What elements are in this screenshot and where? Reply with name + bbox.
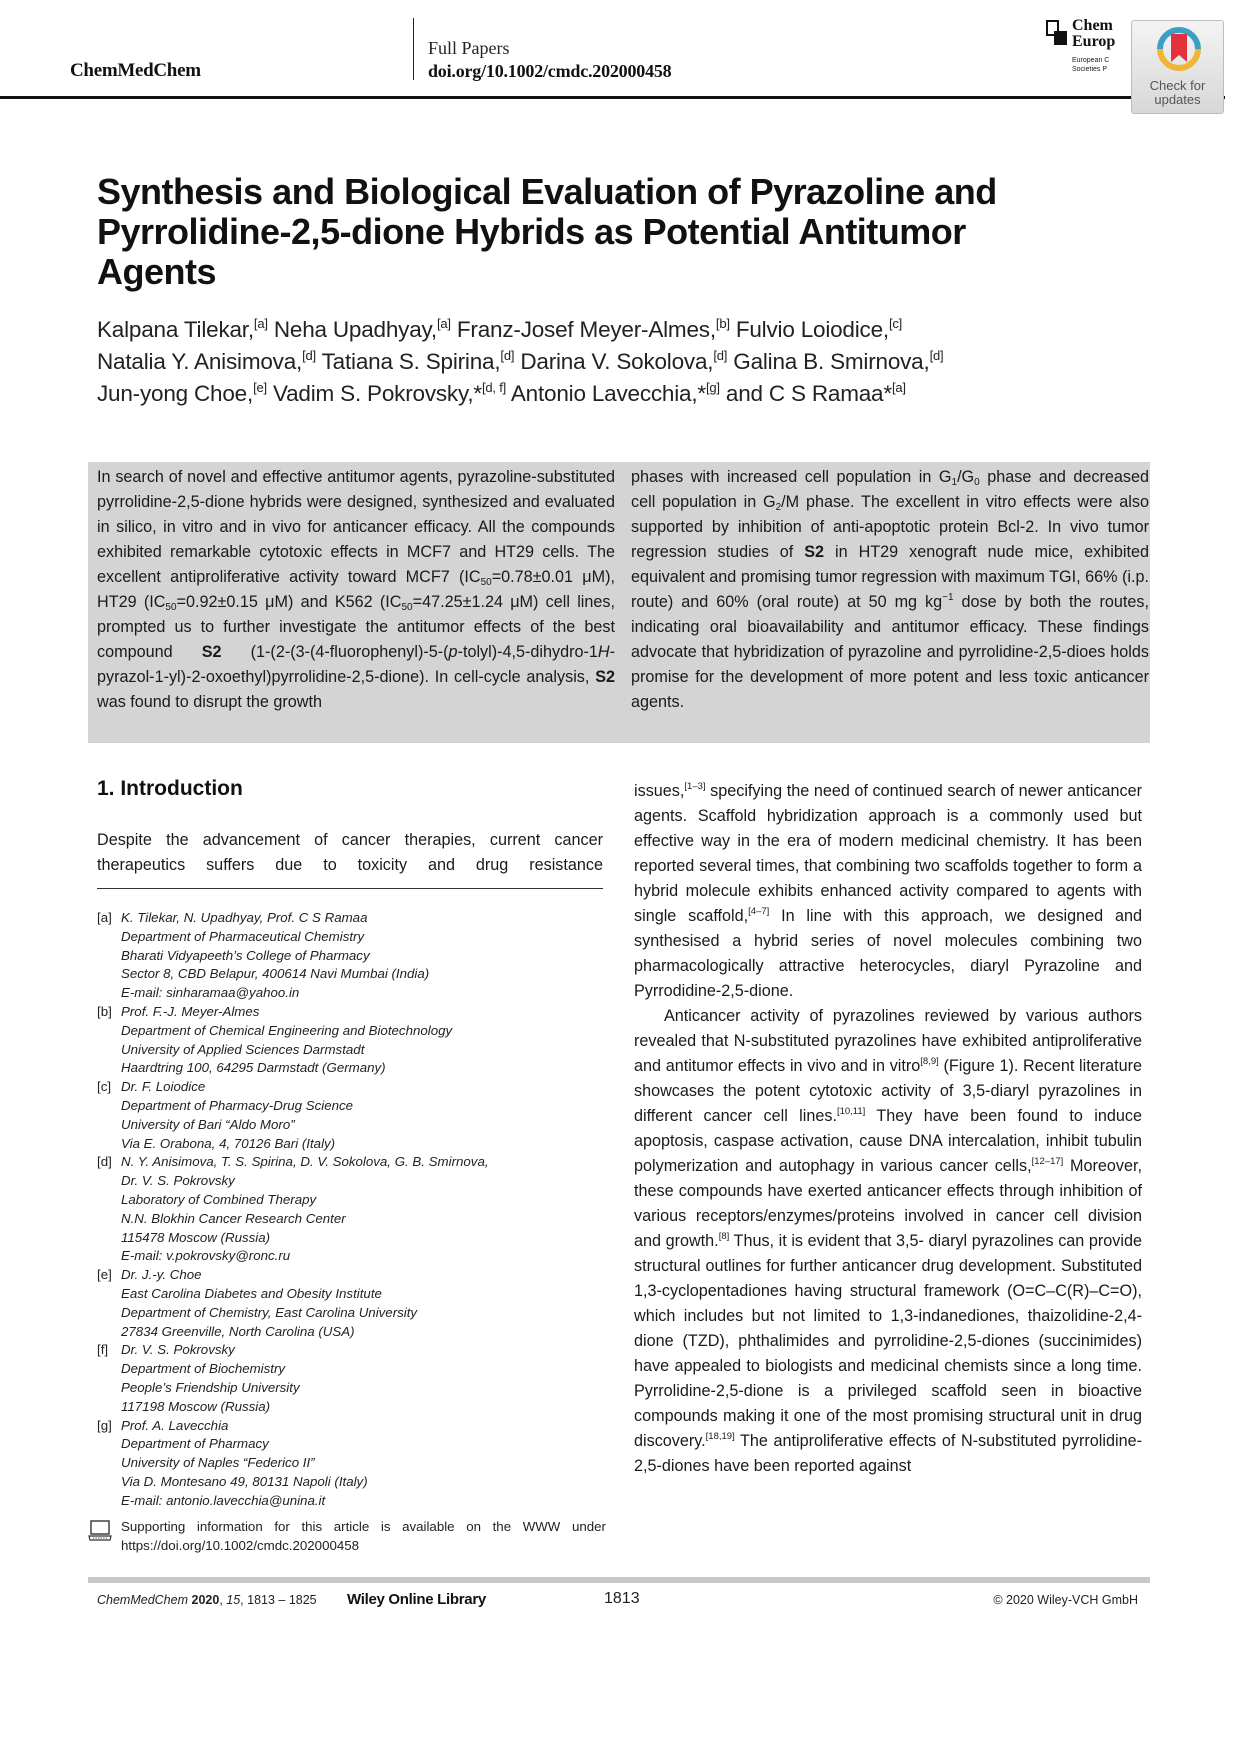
citation-ref[interactable]: [1–3] bbox=[684, 781, 706, 792]
body-text: Moreover, these compounds have exerted anticancer effects through inhibition of various receptors/enzymes/proteins involved in cancer cell division and growth. bbox=[634, 1157, 1142, 1250]
citation-ref[interactable]: [18,19] bbox=[705, 1431, 735, 1442]
abstract-text: /M phase. The excellent in vitro effects were also supported by inhibition of anti-apoptotic protein Bcl-2. In vivo tumor regression studies of bbox=[631, 493, 1149, 561]
affiliation-line: Laboratory of Combined Therapy bbox=[121, 1191, 317, 1207]
superscript: −1 bbox=[942, 592, 954, 603]
header-divider bbox=[413, 18, 414, 80]
affiliation-line: K. Tilekar, N. Upadhyay, Prof. C S Ramaa bbox=[121, 910, 368, 925]
journal-name: ChemMedChem bbox=[70, 60, 201, 81]
subscript: 50 bbox=[401, 602, 413, 613]
check-for-updates-label bbox=[1132, 79, 1223, 107]
affiliation-tag: [f] bbox=[97, 1342, 109, 1358]
affiliation-entry bbox=[97, 1003, 607, 1078]
affiliation-entry bbox=[97, 1153, 607, 1266]
computer-icon bbox=[88, 1520, 112, 1542]
affiliation-entry bbox=[97, 1417, 607, 1511]
affiliation-line: Dr. V. S. Pokrovsky bbox=[121, 1342, 235, 1358]
header-rule bbox=[0, 96, 1225, 99]
subscript: 1 bbox=[951, 477, 958, 488]
footer-volume: 15 bbox=[226, 1593, 241, 1607]
abstract-text: -tolyl)-4,5-dihydro-1 bbox=[457, 643, 598, 661]
abstract-text: /G bbox=[957, 468, 975, 486]
section-label: Full Papers bbox=[428, 38, 510, 58]
affiliation-tag: [g] bbox=[97, 1417, 112, 1433]
affiliation-entry bbox=[97, 1078, 607, 1153]
footer-year: 2020 bbox=[191, 1593, 220, 1607]
affiliation-marker: [a] bbox=[253, 316, 268, 331]
author-name: Franz-Josef Meyer-Almes, bbox=[456, 317, 716, 342]
page-number: 1813 bbox=[604, 1590, 640, 1607]
affiliation-line: Prof. F.-J. Meyer-Almes bbox=[121, 1003, 260, 1019]
compound-label: S2 bbox=[595, 668, 615, 686]
author-name: Galina B. Smirnova, bbox=[733, 349, 930, 374]
citation-ref[interactable]: [12–17] bbox=[1031, 1156, 1064, 1167]
affiliation-marker: [a] bbox=[891, 380, 906, 395]
citation-ref[interactable]: [4–7] bbox=[748, 906, 770, 917]
affiliation-line: Prof. A. Lavecchia bbox=[121, 1417, 229, 1433]
section-heading-introduction: 1. Introduction bbox=[97, 777, 243, 800]
publisher-sub-line1: European C bbox=[1072, 57, 1110, 64]
abstract-box bbox=[88, 462, 1150, 743]
affiliation-line: Department of Chemistry, East Carolina University bbox=[121, 1304, 418, 1320]
cfu-line1: Check for bbox=[1149, 78, 1206, 93]
article-title: Synthesis and Biological Evaluation of Pyrazoline and Pyrrolidine-2,5-dione Hybrids as Potential Antitumor Agents bbox=[97, 171, 997, 292]
affiliation-line: Dr. V. S. Pokrovsky bbox=[121, 1173, 235, 1189]
affiliation-line: University of Applied Sciences Darmstadt bbox=[121, 1041, 365, 1057]
affiliation-tag: [e] bbox=[97, 1267, 112, 1283]
publisher-subtitle bbox=[1072, 56, 1109, 74]
author-name: Vadim S. Pokrovsky,* bbox=[272, 381, 482, 406]
author-name: Kalpana Tilekar, bbox=[97, 317, 254, 342]
affiliation-line: East Carolina Diabetes and Obesity Institute bbox=[121, 1285, 382, 1301]
doi-link[interactable]: doi.org/10.1002/cmdc.202000458 bbox=[428, 61, 672, 81]
cfu-line2: updates bbox=[1154, 92, 1201, 107]
affiliation-marker: [e] bbox=[253, 380, 267, 395]
body-text: They have been found to induce apoptosis, caspase activation, cause DNA intercalation, inhibit tubulin polymerization and autophagy in various cancer cells, bbox=[634, 1107, 1142, 1175]
italic-text: H bbox=[597, 643, 610, 661]
subscript: 50 bbox=[165, 602, 177, 613]
chemistry-europe-mark-icon bbox=[1046, 20, 1068, 46]
author-name: Natalia Y. Anisimova, bbox=[97, 349, 303, 374]
affiliation-line: Bharati Vidyapeeth’s College of Pharmacy bbox=[121, 947, 370, 963]
affiliation-line: Dr. F. Loiodice bbox=[121, 1079, 206, 1095]
author-name: and C S Ramaa* bbox=[725, 381, 892, 406]
body-text: specifying the need of continued search of newer anticancer agents. Scaffold hybridization approach is a commonly used but effective way in the era of modern medicinal chemistry. It has been reported several times, that combining two scaffolds together to form a hybrid molecule exhibits enhanced activity compared to agents with single scaffold, bbox=[634, 782, 1142, 925]
affiliation-divider bbox=[97, 888, 603, 889]
footer-journal: ChemMedChem bbox=[97, 1593, 189, 1607]
abstract-text: =47.25±1.24 μM) cell lines, prompted us to further investigate the antitumor effects of the best compound bbox=[97, 593, 616, 661]
body-text: Thus, it is evident that 3,5- diaryl pyrazolines can provide structural outlines for further anticancer drug development. Substituted 1,3-cyclopentadiones having structural framework (O=C–C(R)–C=O), which includes but not limited to 1,3-indanediones, thaizolidine-2,4-dione (TZD), phthalimides and pyrrolidine-2,5-diones (succinimides) have appealed to biologists and medicinal chemists since a long time. Pyrrolidine-2,5-dione is a privileged scaffold seen in bioactive compounds making it one of the most promising structural unit in drug discovery. bbox=[634, 1232, 1142, 1450]
affiliation-entry bbox=[97, 909, 607, 1003]
author-name: Tatiana S. Spirina, bbox=[321, 349, 501, 374]
affiliation-line: Sector 8, CBD Belapur, 400614 Navi Mumbai (India) bbox=[121, 966, 430, 982]
affiliation-marker: [b] bbox=[715, 316, 730, 331]
chemistry-europe-logo bbox=[1046, 18, 1126, 78]
affiliation-line: Department of Pharmacy bbox=[121, 1436, 269, 1452]
affiliation-email[interactable]: E-mail: sinharamaa@yahoo.in bbox=[121, 985, 300, 1001]
affiliation-tag: [d] bbox=[97, 1154, 112, 1170]
affiliation-line: Department of Chemical Engineering and Biotechnology bbox=[121, 1022, 453, 1038]
abstract-text: In search of novel and effective antitumor agents, pyrazoline-substituted pyrrolidine-2,5-dione hybrids were designed, synthesized and evaluated in silico, in vitro and in vivo for anticancer efficacy. All the compounds exhibited remarkable cytotoxic effects in MCF7 and HT29 cells. The excellent antiproliferative activity toward MCF7 (IC bbox=[97, 468, 615, 586]
author-name: Darina V. Sokolova, bbox=[520, 349, 714, 374]
affiliation-line: Dr. J.-y. Choe bbox=[121, 1267, 202, 1283]
affiliation-line: N.N. Blokhin Cancer Research Center bbox=[121, 1210, 346, 1226]
supporting-info-text[interactable]: Supporting information for this article is available on the WWW under https://doi.org/10.1002/cmdc.202000458 bbox=[121, 1519, 606, 1553]
paragraph bbox=[634, 1004, 1142, 1479]
author-name: Antonio Lavecchia,* bbox=[510, 381, 706, 406]
compound-label: S2 bbox=[201, 643, 222, 661]
abstract-text: phases with increased cell population in G bbox=[631, 468, 952, 486]
affiliation-marker: [c] bbox=[888, 316, 903, 331]
affiliation-tag: [c] bbox=[97, 1079, 112, 1095]
author-name: Fulvio Loiodice, bbox=[735, 317, 889, 342]
affiliation-line: Department of Biochemistry bbox=[121, 1361, 286, 1377]
affiliation-marker: [d] bbox=[302, 348, 316, 363]
affiliation-tag: [a] bbox=[97, 910, 112, 925]
body-text: Anticancer activity of pyrazolines reviewed by various authors revealed that N-substituted pyrazolines have exhibited antiproliferative and antitumor effects in vivo and in vitro bbox=[634, 1007, 1142, 1075]
subscript: 50 bbox=[480, 577, 492, 588]
affiliation-line: Department of Pharmacy-Drug Science bbox=[121, 1097, 354, 1113]
abstract-text: -pyrazol-1-yl)-2-oxoethyl)pyrrolidine-2,5-dione). In cell-cycle analysis, bbox=[97, 643, 615, 686]
footer-pages: , 1813 – 1825 bbox=[240, 1593, 317, 1607]
abstract-text: (1-(2-(3-(4-fluorophenyl)-5-( bbox=[221, 643, 449, 661]
author-list bbox=[97, 314, 1097, 410]
copyright: © 2020 Wiley-VCH GmbH bbox=[993, 1593, 1138, 1607]
affiliation-email[interactable]: E-mail: antonio.lavecchia@unina.it bbox=[121, 1492, 326, 1508]
affiliations-list bbox=[97, 909, 607, 1511]
affiliation-line: Via D. Montesano 49, 80131 Napoli (Italy) bbox=[121, 1473, 368, 1489]
affiliation-marker: [a] bbox=[436, 316, 451, 331]
affiliation-line: 115478 Moscow (Russia) bbox=[121, 1229, 271, 1245]
supporting-information bbox=[88, 1518, 606, 1555]
publisher-name-line1: Chem bbox=[1072, 18, 1113, 34]
body-text: The antiproliferative effects of N-substituted pyrrolidine-2,5-diones have been reported against bbox=[634, 1432, 1142, 1475]
affiliation-entry bbox=[97, 1341, 607, 1416]
citation-ref[interactable]: [10,11] bbox=[836, 1106, 866, 1117]
abstract-text: =0.78±0.01 μM), HT29 (IC bbox=[97, 568, 615, 611]
abstract-text: =0.92±0.15 μM) and K562 (IC bbox=[176, 593, 402, 611]
introduction-left-text: Despite the advancement of cancer therapies, current cancer therapeutics suffers due to toxicity and drug resistance bbox=[97, 831, 603, 874]
body-text: issues, bbox=[634, 782, 685, 800]
abstract-text: was found to disrupt the growth bbox=[97, 693, 322, 711]
check-for-updates-button[interactable] bbox=[1131, 20, 1224, 114]
abstract-text: phase and decreased cell population in G bbox=[631, 468, 1149, 511]
affiliation-line: People’s Friendship University bbox=[121, 1379, 300, 1395]
paragraph bbox=[634, 779, 1142, 1004]
publisher-name bbox=[1072, 18, 1115, 50]
subscript: 2 bbox=[775, 502, 782, 513]
affiliation-line: Department of Pharmaceutical Chemistry bbox=[121, 928, 365, 944]
affiliation-line: University of Bari “Aldo Moro” bbox=[121, 1116, 295, 1132]
affiliation-line: N. Y. Anisimova, T. S. Spirina, D. V. Sokolova, G. B. Smirnova, bbox=[121, 1154, 489, 1170]
affiliation-marker: [d] bbox=[500, 348, 515, 363]
abstract-left-column bbox=[97, 465, 615, 715]
footer-bar bbox=[88, 1577, 1150, 1583]
subscript: 0 bbox=[974, 477, 980, 488]
affiliation-line: 27834 Greenville, North Carolina (USA) bbox=[121, 1323, 355, 1339]
wiley-online-library-link[interactable]: Wiley Online Library bbox=[347, 1591, 486, 1608]
affiliation-marker: [d, f] bbox=[481, 380, 507, 395]
publisher-name-line2: Europ bbox=[1072, 33, 1116, 50]
citation-ref[interactable]: [8,9] bbox=[920, 1056, 939, 1067]
affiliation-marker: [d] bbox=[929, 348, 944, 363]
body-text: (Figure 1). Recent literature showcases the potent cytotoxic activity of 3,5-diaryl pyrazolines in different cancer cell lines. bbox=[634, 1057, 1142, 1125]
affiliation-line: Haardtring 100, 64295 Darmstadt (Germany) bbox=[121, 1060, 386, 1076]
footer-citation: ChemMedChem 2020, 15, 1813 – 1825 bbox=[97, 1593, 317, 1607]
affiliation-email[interactable]: E-mail: v.pokrovsky@ronc.ru bbox=[121, 1248, 291, 1264]
abstract-right-column bbox=[631, 465, 1149, 715]
affiliation-marker: [g] bbox=[705, 380, 720, 395]
affiliation-entry bbox=[97, 1266, 607, 1341]
italic-text: p bbox=[448, 643, 458, 661]
affiliation-marker: [d] bbox=[713, 348, 728, 363]
affiliation-tag: [b] bbox=[97, 1003, 112, 1019]
crossmark-icon bbox=[1156, 26, 1202, 76]
affiliation-line: 117198 Moscow (Russia) bbox=[121, 1398, 271, 1414]
publisher-sub-line2: Societies P bbox=[1072, 66, 1108, 73]
affiliation-line: Via E. Orabona, 4, 70126 Bari (Italy) bbox=[121, 1135, 336, 1151]
affiliation-line: University of Naples “Federico II” bbox=[121, 1455, 315, 1471]
abstract-text: in HT29 xenograft nude mice, exhibited equivalent and promising tumor regression with maximum TGI, 66% (i.p. route) and 60% (oral route) at 50 mg kg bbox=[631, 543, 1149, 611]
author-name: Neha Upadhyay, bbox=[273, 317, 437, 342]
citation-ref[interactable]: [8] bbox=[718, 1231, 730, 1242]
compound-label: S2 bbox=[804, 543, 825, 561]
introduction-right-column bbox=[634, 779, 1142, 1479]
author-name: Jun-yong Choe, bbox=[97, 381, 254, 406]
body-text: In line with this approach, we designed and synthesised a hybrid series of novel molecules combining two pharmacologically attractive heterocycles, diaryl Pyrazoline and Pyrrodidine-2,5-dione. bbox=[634, 907, 1142, 1000]
abstract-text: dose by both the routes, indicating oral bioavailability and antitumor efficacy. These findings advocate that hybridization of pyrazoline and pyrrolidine-2,5-dioes holds promise for the development of more potent and less toxic anticancer agents. bbox=[631, 593, 1149, 711]
